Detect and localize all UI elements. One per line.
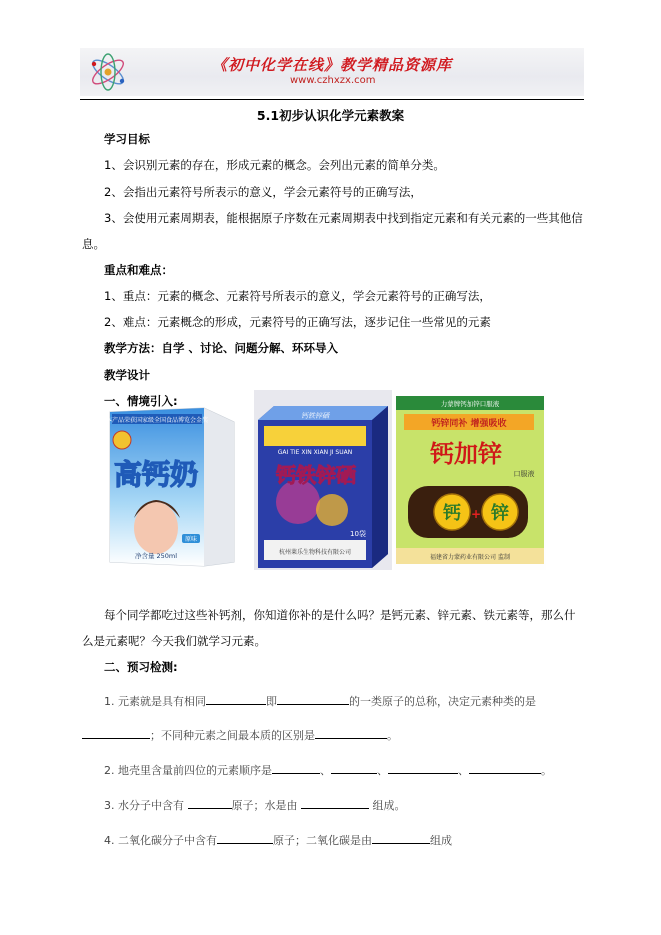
zinc-coin-1: 钙 (443, 503, 461, 524)
question-1-line-1 (104, 692, 536, 710)
header-banner (80, 48, 584, 96)
q3-blank-1[interactable] (188, 796, 232, 809)
tiexin-pinyin: GAI TIE XIN XIAN JI SUAN (277, 449, 353, 456)
tiexin-maker: 杭州莱乐生物科技有限公司 (278, 549, 352, 556)
zinc-maker: 福建省力蒙药业有限公司 监制 (430, 554, 510, 561)
q2-sep-1: 、 (320, 764, 331, 777)
q1-text-d: ；不同种元素之间最本质的区别是 (150, 729, 315, 742)
objective-1: 1、会识别元素的存在，形成元素的概念。会列出元素的简单分类。 (104, 158, 445, 172)
difficulty-point: 2、难点：元素概念的形成，元素符号的正确写法，逐步记住一些常见的元素 (104, 315, 491, 329)
milk-top-text: 本产品荣获国家级全国食品博览会金奖 (105, 417, 209, 424)
key-point: 1、重点：元素的概念、元素符号所表示的意义，学会元素符号的正确写法， (104, 289, 491, 303)
q1-blank-3[interactable] (82, 726, 150, 739)
zinc-brand: 钙加锌 (430, 440, 502, 468)
molecule-logo-icon (86, 52, 130, 92)
intro-text-line-1: 每个同学都吃过这些补钙剂，你知道你补的是什么吗？是钙元素、锌元素、铁元素等，那么什 (104, 608, 576, 622)
objective-3-line-2: 息。 (82, 237, 105, 251)
key-heading: 重点和难点： (104, 263, 173, 277)
header-title: 《初中化学在线》教学精品资源库 (212, 56, 453, 74)
tiexin-brand-small: 钙铁锌硒 (301, 412, 329, 420)
milk-badge: 原味 (184, 536, 198, 543)
q3-text-a: 3. 水分子中含有 (104, 799, 188, 812)
intro-heading: 一、情境引入: (104, 394, 178, 408)
q4-text-a: 4. 二氧化碳分子中含有 (104, 834, 217, 847)
preview-heading: 二、预习检测: (104, 660, 178, 674)
q3-text-b: 原子；水是由 (231, 799, 301, 812)
tiexin-box-image (254, 390, 392, 570)
tiexin-count: 10袋 (350, 530, 366, 538)
svg-text:+: + (470, 507, 482, 521)
q2-blank-3[interactable] (388, 761, 458, 774)
zinc-coin-2: 锌 (491, 503, 509, 524)
q1-text-b: 即 (266, 695, 277, 708)
objective-2: 2、会指出元素符号所表示的意义，学会元素符号的正确写法， (104, 185, 422, 199)
zinc-box-image (394, 390, 546, 570)
q4-blank-2[interactable] (372, 831, 430, 844)
q2-text: 2. 地壳里含量前四位的元素顺序是 (104, 764, 272, 777)
question-2 (104, 761, 552, 779)
q1-blank-4[interactable] (315, 726, 387, 739)
q1-blank-2[interactable] (277, 692, 349, 705)
tiexin-brand: 钙铁锌硒 (276, 463, 356, 487)
q3-text-c: 组成。 (369, 799, 406, 812)
q2-sep-2: 、 (377, 764, 388, 777)
page-title: 5.1初步认识化学元素教案 (256, 108, 405, 123)
q1-text-c: 的一类原子的总称，决定元素种类的是 (349, 695, 536, 708)
header-divider (80, 99, 584, 100)
design-heading: 教学设计 (104, 368, 150, 382)
question-4 (104, 831, 452, 849)
zinc-slogan: 钙锌同补 增强吸收 (431, 419, 507, 429)
header-url[interactable]: www.czhxzx.com (290, 75, 376, 86)
q2-blank-4[interactable] (469, 761, 541, 774)
zinc-sub: 口服液 (513, 470, 535, 478)
q4-blank-1[interactable] (217, 831, 273, 844)
objectives-heading: 学习目标 (104, 132, 150, 146)
intro-text-line-2: 么是元素呢？今天我们就学习元素。 (82, 634, 266, 648)
q1-text-a: 1. 元素就是具有相同 (104, 695, 206, 708)
q1-blank-1[interactable] (206, 692, 266, 705)
milk-brand: 高钙奶 (113, 458, 199, 491)
product-photos (104, 390, 546, 570)
teaching-method: 教学方法：自学 、讨论、问题分解、环环导入 (104, 341, 339, 355)
q1-text-e: 。 (387, 729, 398, 742)
q4-text-c: 组成 (430, 834, 452, 847)
milk-volume: 净含量 250ml (134, 552, 178, 560)
q4-text-b: 原子；二氧化碳是由 (273, 834, 372, 847)
q2-blank-2[interactable] (331, 761, 377, 774)
objective-3-line-1: 3、会使用元素周期表，能根据原子序数在元素周期表中找到指定元素和有关元素的一些其他信 (104, 211, 583, 225)
q2-end: 。 (541, 764, 552, 777)
q3-blank-2[interactable] (301, 796, 369, 809)
question-3 (104, 796, 406, 814)
milk-carton-image (104, 390, 238, 570)
q2-sep-3: 、 (458, 764, 469, 777)
question-1-line-2 (82, 726, 398, 744)
q2-blank-1[interactable] (272, 761, 320, 774)
zinc-top-text: 力蒙牌钙加锌口服液 (440, 400, 500, 408)
